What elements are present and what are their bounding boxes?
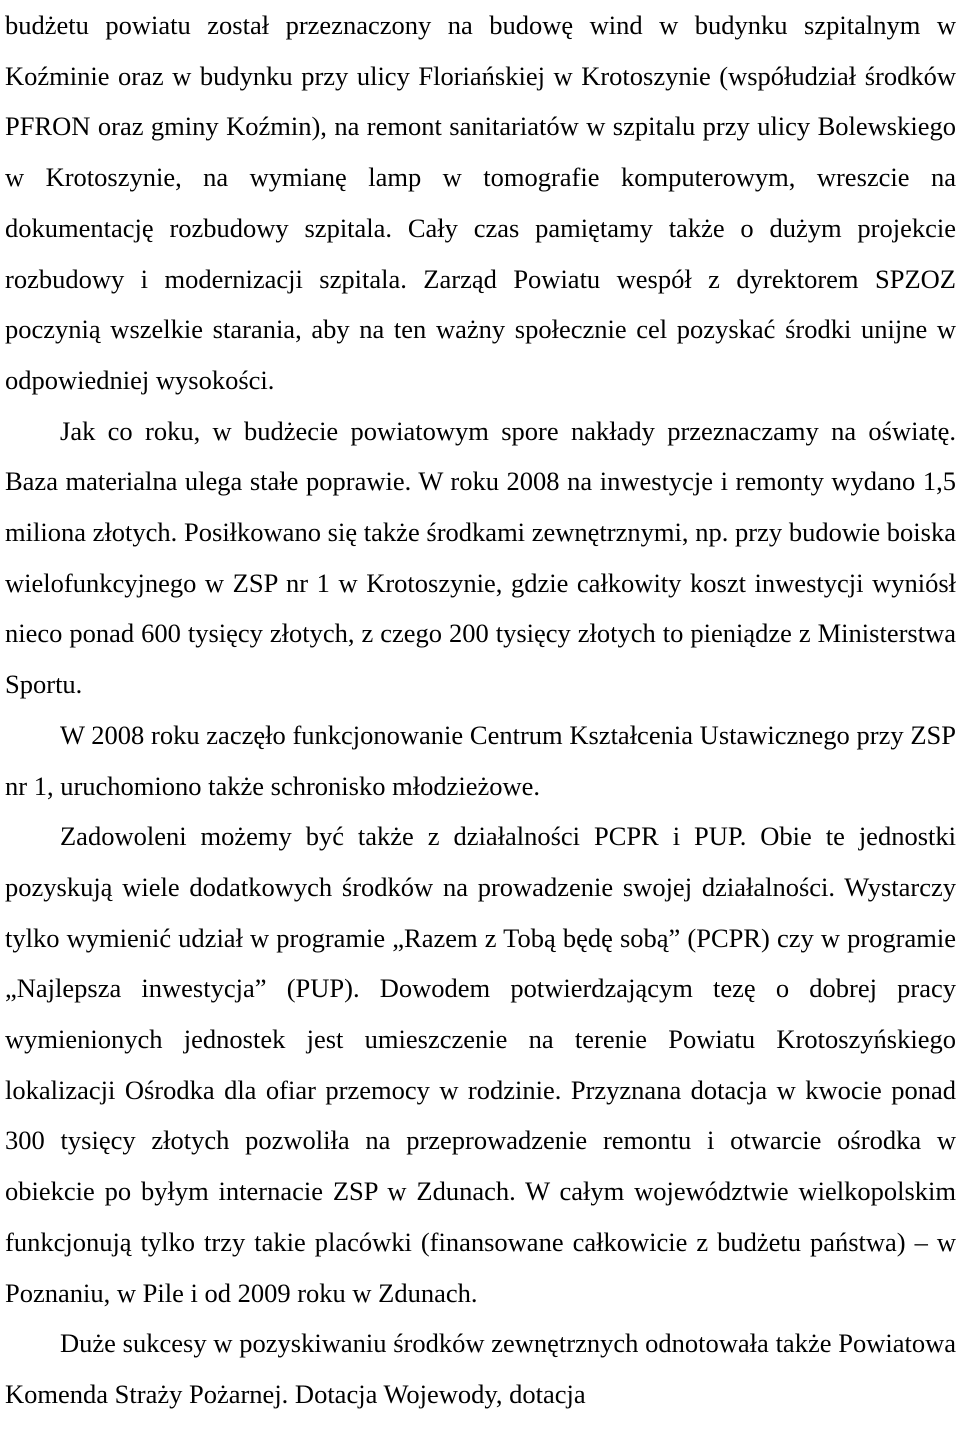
paragraph-continuing-education-centre: W 2008 roku zaczęło funkcjonowanie Centrum Kształcenia Ustawicznego przy ZSP nr 1, uruchomiono także schronisko młodzieżowe.: [5, 719, 956, 801]
paragraph-pcpr-pup: Zadowoleni możemy być także z działalności PCPR i PUP. Obie te jednostki pozyskują wiele dodatkowych środków na prowadzenie swojej działalności. Wystarczy tylko wymienić udział w programie „Razem z Tobą będę sobą” (PCPR) czy w programie „Najlepsza inwestycja” (PUP). Dowodem potwierdzającym tezę o dobrej pracy wymienionych jednostek jest umieszczenie na terenie Powiatu Krotoszyńskiego lokalizacji Ośrodka dla ofiar przemocy w rodzinie. Przyznana dotacja w kwocie ponad 300 tysięcy złotych pozwoliła na przeprowadzenie remontu i otwarcie ośrodka w obiekcie po byłym internacie ZSP w Zdunach. W całym województwie wielkopolskim funkcjonują tylko trzy takie placówki (finansowane całkowicie z budżetu państwa) – w Poznaniu, w Pile i od 2009 roku w Zdunach.: [5, 821, 956, 1308]
paragraph-hospital-investments: budżetu powiatu został przeznaczony na budowę wind w budynku szpitalnym w Koźminie oraz w budynku przy ulicy Floriańskiej w Krotoszynie (współudział środków PFRON oraz gminy Koźmin), na remont sanitariatów w szpitalu przy ulicy Bolewskiego w Krotoszynie, na wymianę lamp w tomografie komputerowym, wreszcie na dokumentację rozbudowy szpitala. Cały czas pamiętamy także o dużym projekcie rozbudowy i modernizacji szpitala. Zarząd Powiatu wespół z dyrektorem SPZOZ poczynią wszelkie starania, aby na ten ważny społecznie cel pozyskać środki unijne w odpowiedniej wysokości.: [5, 10, 956, 395]
paragraph-education-investments: Jak co roku, w budżecie powiatowym spore nakłady przeznaczamy na oświatę. Baza materialna ulega stałe poprawie. W roku 2008 na inwestycje i remonty wydano 1,5 miliona złotych. Posiłkowano się także środkami zewnętrznymi, np. przy budowie boiska wielofunkcyjnego w ZSP nr 1 w Krotoszynie, gdzie całkowity koszt inwestycji wyniósł nieco ponad 600 tysięcy złotych, z czego 200 tysięcy złotych to pieniądze z Ministerstwa Sportu.: [5, 415, 956, 700]
paragraph-fire-brigade: Duże sukcesy w pozyskiwaniu środków zewnętrznych odnotowała także Powiatowa Komenda Straży Pożarnej. Dotacja Wojewody, dotacja: [5, 1328, 956, 1409]
